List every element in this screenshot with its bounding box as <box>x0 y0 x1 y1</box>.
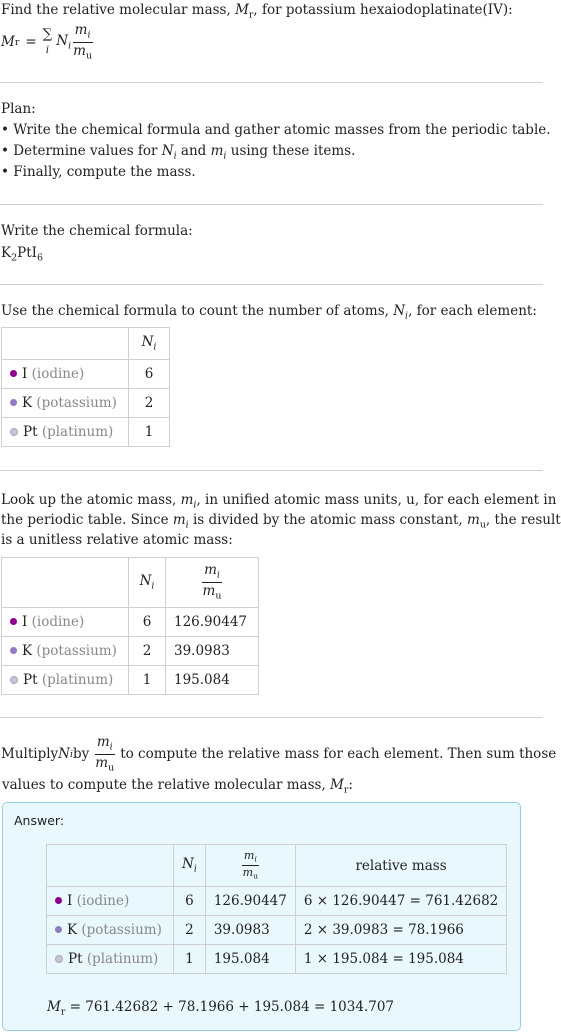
table-row: K (potassium) <box>2 389 129 418</box>
table-row: I (iodine) <box>2 360 129 389</box>
element-dot-icon <box>55 926 62 933</box>
element-dot-icon <box>10 399 17 406</box>
table-row: Pt (platinum) <box>2 666 129 695</box>
table-row: I (iodine) <box>2 608 129 637</box>
element-dot-icon <box>10 370 17 377</box>
multiply-text-line-1: Multiply N i by $\frac{m_i}{m_u}$ to compute the relative mass for each element. Then sum those <box>1 733 557 773</box>
answer-box <box>2 802 521 1031</box>
divider <box>0 204 543 205</box>
divider <box>0 470 543 471</box>
plan-item-2: • Determine values for $N_i$ and $m_i$ using these items. <box>1 143 356 162</box>
table-row: I (iodine) <box>47 887 174 916</box>
chemical-formula: $K_2PtI_6$ <box>1 245 43 264</box>
formula-heading: Write the chemical formula: <box>1 223 193 239</box>
element-dot-icon <box>55 897 62 904</box>
element-dot-icon <box>10 428 18 436</box>
element-dot-icon <box>10 647 17 654</box>
element-dot-icon <box>10 618 17 625</box>
element-dot-icon <box>55 955 63 963</box>
mass-text-line-1: Look up the atomic mass, $m_i$, in unified atomic mass units, u, for each element in <box>1 492 557 511</box>
element-dot-icon <box>10 676 18 684</box>
table-row: Pt (platinum) <box>2 418 129 447</box>
atomic-mass-table: $N_i$ $\frac{m_i}{m_u}$ I (iodine) 6 126.90447 K (potassium) 2 39.0983 Pt (platinum) 1 195.084 <box>1 557 259 695</box>
plan-heading: Plan: <box>1 101 36 117</box>
relative-mass-table: $N_i$ $\frac{m_i}{m_u}$ relative mass I (iodine) 6 126.90447 6 × 126.90447 = 761.42682 K (potassium) 2 39.0983 2 × 39.0983 = 78.1966 Pt (platinum) 1 195.084 1 × 195.084 = 195.084 <box>46 844 507 974</box>
divider <box>0 82 543 83</box>
mass-text-line-3: is a unitless relative atomic mass: <box>1 532 233 548</box>
table-row: K (potassium) <box>2 637 129 666</box>
final-result: $M_r = 761.42682 + 78.1966 + 195.084 = 1034.707$ <box>47 999 394 1018</box>
count-text: Use the chemical formula to count the number of atoms, $N_i$, for each element: <box>1 303 537 322</box>
atom-count-table: $N_i$ I (iodine) 6 K (potassium) 2 Pt (platinum) 1 <box>1 327 170 447</box>
mass-text-line-2: the periodic table. Since $m_i$ is divided by the atomic mass constant, $m_u$, the result <box>1 512 561 531</box>
plan-item-1: • Write the chemical formula and gather atomic masses from the periodic table. <box>1 122 551 138</box>
plan-item-3: • Finally, compute the mass. <box>1 164 196 180</box>
table-row: Pt (platinum) <box>47 945 174 974</box>
relative-mass-header: relative mass <box>295 845 506 887</box>
multiply-text-line-2: values to compute the relative molecular mass, $M_r$: <box>2 777 353 796</box>
divider <box>0 284 543 285</box>
question-text: Find the relative molecular mass, $M_r$, for potassium hexaiodoplatinate(IV): <box>1 2 513 21</box>
divider <box>0 717 543 718</box>
table-row: K (potassium) <box>47 916 174 945</box>
molecular-mass-formula: M r = ∑ i $N_i$ $\frac{m_i}{m_u}$ <box>1 21 93 61</box>
answer-label: Answer: <box>14 813 65 828</box>
